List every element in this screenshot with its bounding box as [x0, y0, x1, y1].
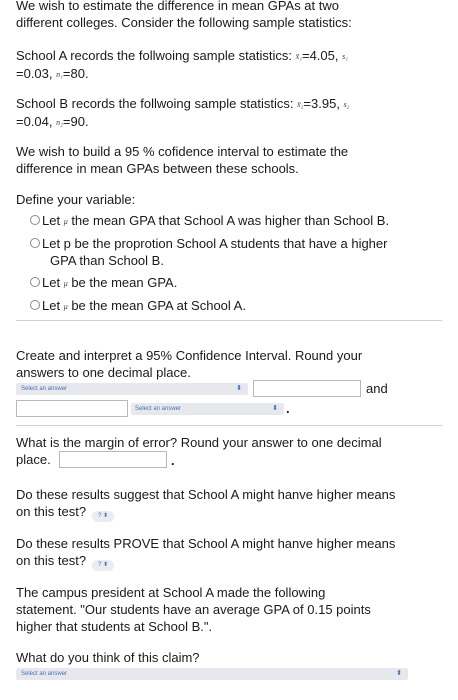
school-b-sd: =0.04,	[16, 114, 57, 129]
section-divider	[16, 320, 442, 321]
up-down-chevron-icon: ⬍	[103, 513, 109, 519]
school-a-mean: =4.05,	[301, 48, 343, 63]
suggest-question-line-1: Do these results suggest that School A might hanve higher means	[16, 487, 396, 502]
variable-option-2[interactable]	[30, 235, 442, 269]
claim-line-2: statement. "Our students have an average GPA of 0.15 points	[16, 602, 371, 617]
define-variable-prompt: Define your variable:	[16, 192, 136, 207]
claim-question: What do you think of this claim?	[16, 650, 200, 665]
intro-line-2: different colleges. Consider the following sample statistics:	[16, 15, 352, 30]
ci-interpretation-select[interactable]	[16, 383, 248, 395]
interval-goal-line-1: We wish to build a 95 % cofidence interval to estimate the	[16, 144, 349, 159]
s2-symbol: s₂	[343, 100, 350, 109]
margin-question-line-1: What is the margin of error? Round your answer to one decimal	[16, 435, 382, 450]
option-label: Let p be the proprotion School A students that have a higher GPA than School B.	[42, 236, 388, 268]
xbar2-symbol: x̄₂	[297, 100, 304, 109]
prove-question-line-2: on this test?	[16, 553, 87, 568]
school-a-sd: =0.03,	[16, 66, 57, 81]
n1-symbol: n₁	[56, 70, 63, 79]
section-divider	[16, 425, 442, 426]
intro-text	[16, 0, 352, 31]
n2-symbol: n₂	[56, 118, 63, 127]
school-b-prefix: School B records the follwoing sample statistics:	[16, 96, 298, 111]
margin-of-error-input[interactable]	[59, 451, 167, 468]
select-placeholder: Select an answer	[21, 386, 68, 392]
up-down-chevron-icon: ⬍	[396, 670, 402, 677]
claim-line-1: The campus president at School A made the following	[16, 585, 326, 600]
interval-goal-line-2: difference in mean GPAs between these schools.	[16, 161, 299, 176]
option-label: Let μ be the mean GPA at School A.	[42, 298, 246, 313]
school-b-n: =90.	[62, 114, 89, 129]
school-a-prefix: School A records the follwoing sample statistics:	[16, 48, 296, 63]
school-a-n: =80.	[62, 66, 89, 81]
suggest-question-line-2: on this test?	[16, 504, 87, 519]
variable-options	[30, 212, 442, 315]
ci-question-line-1: Create and interpret a 95% Confidence Interval. Round your	[16, 348, 363, 363]
ci-question	[16, 347, 362, 381]
prove-question-line-1: Do these results PROVE that School A might hanve higher means	[16, 536, 396, 551]
s1-symbol: s₁	[342, 52, 349, 61]
radio-button[interactable]	[30, 238, 40, 248]
suggest-question	[16, 486, 395, 522]
radio-button[interactable]	[30, 277, 40, 287]
claim-opinion-select[interactable]	[16, 668, 408, 680]
select-placeholder: Select an answer	[135, 406, 182, 412]
variable-option-4[interactable]	[30, 297, 442, 315]
suggest-answer-select[interactable]: ? ⬍	[92, 511, 114, 522]
up-down-chevron-icon: ⬍	[103, 562, 109, 568]
and-label: and	[366, 381, 388, 396]
radio-button[interactable]	[30, 300, 40, 310]
ci-period: .	[286, 401, 290, 416]
ci-question-line-2: answers to one decimal place.	[16, 365, 191, 380]
margin-period: .	[171, 453, 175, 468]
school-a-stats	[16, 47, 348, 83]
up-down-chevron-icon: ⬍	[236, 385, 242, 392]
ci-lower-bound-input[interactable]	[253, 380, 361, 397]
prove-answer-select[interactable]: ? ⬍	[92, 560, 114, 571]
interval-goal-text	[16, 143, 348, 177]
intro-line-1: We wish to estimate the difference in mean GPAs at two	[16, 0, 339, 13]
ci-upper-bound-input[interactable]	[16, 400, 128, 417]
president-claim	[16, 584, 371, 635]
option-label: Let μ be the mean GPA.	[42, 275, 178, 290]
ci-conclusion-select[interactable]	[131, 403, 284, 415]
margin-question-line-2: place.	[16, 452, 51, 467]
xbar1-symbol: x̄₁	[295, 52, 302, 61]
option-label: Let μ the mean GPA that School A was higher than School B.	[42, 213, 390, 228]
prove-question	[16, 535, 395, 571]
select-placeholder: Select an answer	[21, 671, 68, 677]
up-down-chevron-icon: ⬍	[272, 405, 278, 412]
school-b-mean: =3.95,	[303, 96, 344, 111]
claim-line-3: higher that students at School B.".	[16, 619, 213, 634]
school-b-stats	[16, 95, 349, 131]
variable-option-1[interactable]	[30, 212, 442, 230]
variable-option-3[interactable]	[30, 274, 442, 292]
radio-button[interactable]	[30, 215, 40, 225]
